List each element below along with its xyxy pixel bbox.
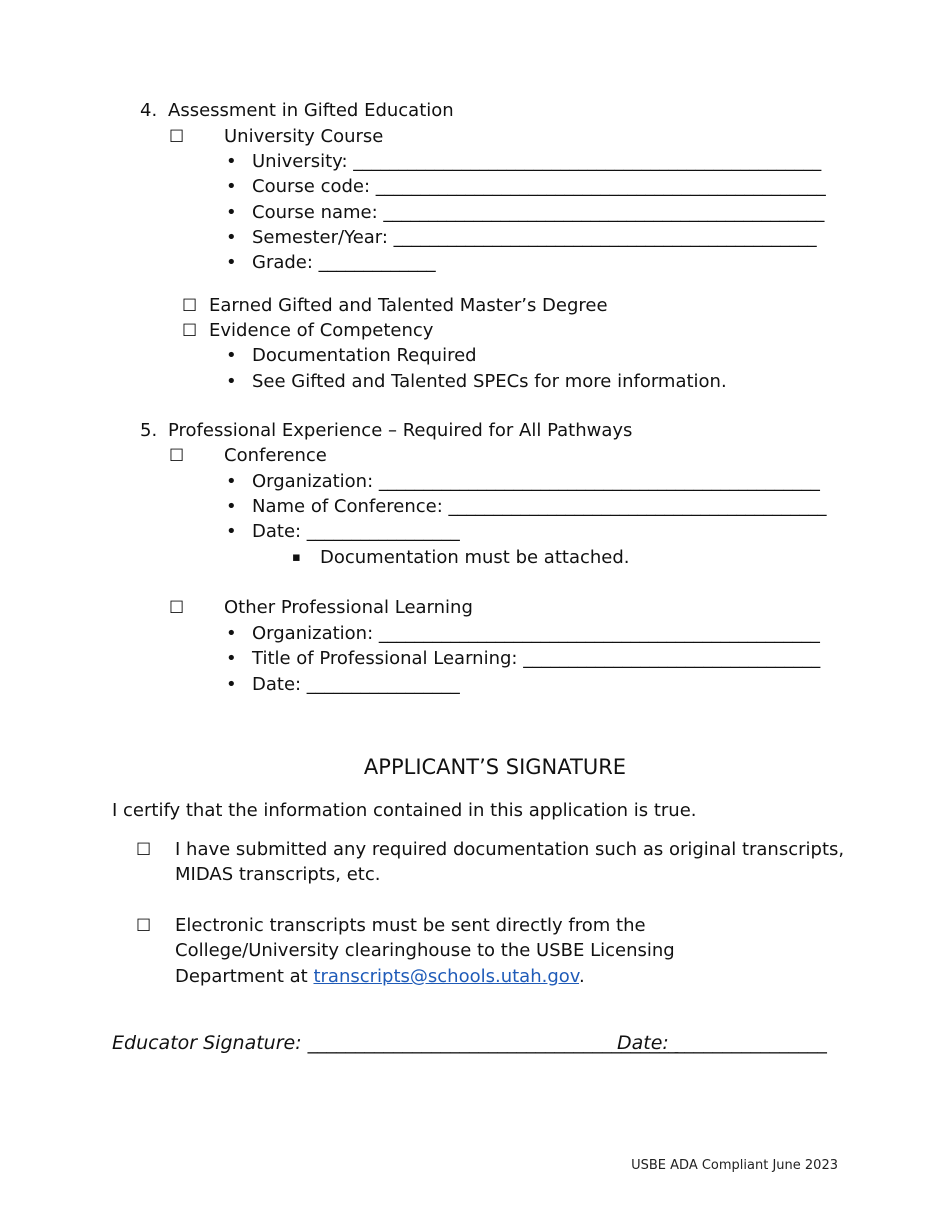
other-organization-field[interactable]: Organization: _________________________________________________ [252, 623, 820, 644]
university-field[interactable]: University: ____________________________________________________ [252, 151, 822, 172]
signature-section-title: APPLICANT’S SIGNATURE [363, 755, 627, 779]
bullet-icon: • [226, 227, 237, 248]
department-prefix: Department at [175, 966, 314, 987]
other-learning-label: Other Professional Learning [224, 597, 473, 618]
bullet-icon: • [226, 176, 237, 197]
bullet-icon: • [226, 674, 237, 695]
bullet-icon: • [226, 521, 237, 542]
other-learning-checkbox[interactable]: ☐ [169, 598, 185, 618]
conference-checkbox[interactable]: ☐ [169, 446, 185, 466]
electronic-text-line-2: College/University clearinghouse to the USBE Licensing [175, 940, 675, 961]
conference-name-field[interactable]: Name of Conference: __________________________________________ [252, 496, 827, 517]
period: . [579, 966, 585, 987]
other-date-field[interactable]: Date: _________________ [252, 674, 460, 695]
certify-statement: I certify that the information contained in this application is true. [112, 800, 697, 821]
electronic-text-line-3 [175, 965, 585, 989]
conference-note: Documentation must be attached. [320, 547, 630, 568]
masters-degree-checkbox[interactable]: ☐ [182, 296, 198, 316]
masters-degree-label: Earned Gifted and Talented Master’s Degree [209, 295, 608, 316]
bullet-icon: • [226, 371, 237, 392]
course-code-field[interactable]: Course code: __________________________________________________ [252, 176, 826, 197]
competency-checkbox[interactable]: ☐ [182, 321, 198, 341]
signature-date-field[interactable]: Date: ________________ [617, 1032, 827, 1054]
footer-compliance-note: USBE ADA Compliant June 2023 [631, 1158, 838, 1173]
competency-item: See Gifted and Talented SPECs for more information. [252, 371, 727, 392]
semester-year-field[interactable]: Semester/Year: _______________________________________________ [252, 227, 817, 248]
bullet-icon: • [226, 471, 237, 492]
grade-field[interactable]: Grade: _____________ [252, 252, 436, 273]
bullet-icon: • [226, 202, 237, 223]
course-name-field[interactable]: Course name: _________________________________________________ [252, 202, 825, 223]
section-5-title: Professional Experience – Required for All Pathways [168, 420, 633, 441]
electronic-transcripts-checkbox[interactable]: ☐ [136, 916, 152, 936]
transcripts-email-link[interactable]: transcripts@schools.utah.gov [313, 966, 580, 987]
section-4-title: Assessment in Gifted Education [168, 100, 454, 121]
bullet-icon: • [226, 623, 237, 644]
square-bullet-icon: ▪ [292, 550, 301, 565]
other-title-field[interactable]: Title of Professional Learning: _________________________________ [252, 648, 821, 669]
section-5-heading [140, 419, 632, 443]
conference-label: Conference [224, 445, 327, 466]
documentation-text-line-2: MIDAS transcripts, etc. [175, 864, 381, 885]
conference-date-field[interactable]: Date: _________________ [252, 521, 460, 542]
section-4-heading [140, 99, 454, 123]
university-course-label: University Course [224, 126, 384, 147]
electronic-text-line-1: Electronic transcripts must be sent directly from the [175, 915, 646, 936]
competency-label: Evidence of Competency [209, 320, 434, 341]
competency-item: Documentation Required [252, 345, 477, 366]
bullet-icon: • [226, 151, 237, 172]
conference-organization-field[interactable]: Organization: _________________________________________________ [252, 471, 820, 492]
bullet-icon: • [226, 252, 237, 273]
section-4-number: 4. [140, 100, 158, 121]
bullet-icon: • [226, 648, 237, 669]
bullet-icon: • [226, 496, 237, 517]
educator-signature-field[interactable]: Educator Signature: _______________________________________ [112, 1032, 679, 1054]
documentation-text-line-1: I have submitted any required documentation such as original transcripts, [175, 839, 845, 860]
section-5-number: 5. [140, 420, 158, 441]
documentation-checkbox[interactable]: ☐ [136, 840, 152, 860]
university-course-checkbox[interactable]: ☐ [169, 127, 185, 147]
bullet-icon: • [226, 345, 237, 366]
